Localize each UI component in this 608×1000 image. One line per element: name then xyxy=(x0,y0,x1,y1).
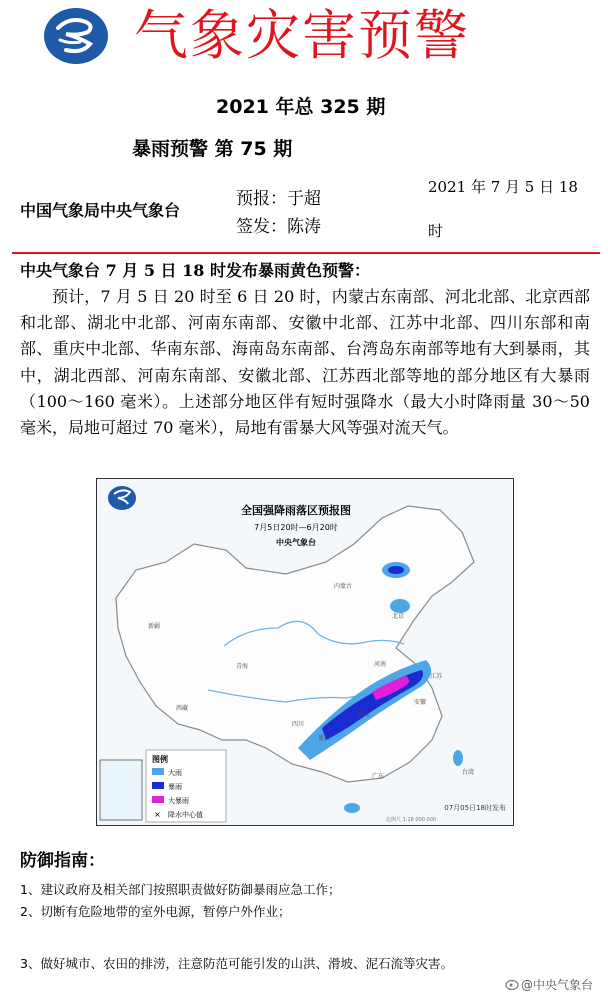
province-label: 北京 xyxy=(392,613,405,620)
rain-area-beijing xyxy=(390,599,410,613)
province-label: 内蒙古 xyxy=(334,583,353,590)
province-label: 安徽 xyxy=(414,699,427,706)
province-label: 广东 xyxy=(372,773,385,780)
rain-area-hainan xyxy=(344,803,360,813)
weibo-icon xyxy=(505,978,519,993)
weibo-watermark xyxy=(505,976,593,993)
province-label: 西藏 xyxy=(176,705,189,712)
forecaster: 预报：于超 xyxy=(236,189,321,209)
province-label: 江苏 xyxy=(430,673,443,680)
south-sea-inset xyxy=(100,760,142,820)
bulletin-body xyxy=(20,284,590,441)
issue-date-cont: 时 xyxy=(428,222,444,240)
map-title: 全国强降雨落区预报图 xyxy=(241,504,351,517)
issuing-org: 中国气象局中央气象台 xyxy=(20,201,181,220)
legend-item: 降水中心值 xyxy=(168,811,203,819)
issuer: 签发：陈涛 xyxy=(236,217,321,237)
bulletin-paragraph: 预计，7 月 5 日 20 时至 6 日 20 时，内蒙古东南部、河北北部、北京西部和北部、湖北中北部、河南东南部、安徽中北部、江苏中北部、四川东部和南部、重庆中北部、华南东部、海南岛东南部、台湾岛东南部等地有大到暴雨，其中，湖北西部、河南东南部、安徽北部、江苏西北部等地的部分地区有大暴雨（100～160 毫米）。上述部分地区伴有短时强降水（最大小时降雨量 30～50 毫米，局地可超过 70 毫米），局地有雷暴大风等强对流天气。 xyxy=(20,287,590,438)
defense-item: 3、做好城市、农田的排涝，注意防范可能引发的山洪、滑坡、泥石流等灾害。 xyxy=(20,956,453,971)
page-title: 气象灾害预警 xyxy=(134,4,470,67)
cma-logo xyxy=(40,6,112,66)
issue-total: 2021 年总 325 期 xyxy=(216,96,386,118)
map-scale: 比例尺 1:28 000 000 xyxy=(386,817,437,823)
province-label: 四川 xyxy=(292,721,305,728)
watermark-text: @中央气象台 xyxy=(521,978,594,992)
legend-item: 大雨 xyxy=(168,769,182,777)
province-label: 青海 xyxy=(236,663,249,670)
map-period: 7月5日20时—6月20时 xyxy=(254,523,338,532)
legend-item: 暴雨 xyxy=(168,783,182,791)
defense-title: 防御指南： xyxy=(20,851,105,871)
header-divider xyxy=(12,252,600,254)
map-issued: 07月05日18时发布 xyxy=(444,804,506,812)
province-label: 新疆 xyxy=(148,623,161,630)
province-label: 湖北 xyxy=(358,711,371,718)
defense-item: 1、建议政府及相关部门按照职责做好防御暴雨应急工作； xyxy=(20,882,341,897)
issue-date: 2021 年 7 月 5 日 18 xyxy=(428,178,578,196)
map-logo-icon xyxy=(108,486,136,510)
issue-rain: 暴雨预警 第 75 期 xyxy=(132,138,293,160)
defense-item: 2、切断有危险地带的室外电源，暂停户外作业； xyxy=(20,904,291,919)
province-label: 重庆 xyxy=(318,735,331,742)
rain-area-taiwan xyxy=(453,750,463,766)
legend-title: 图例 xyxy=(152,755,168,764)
svg-text:×: × xyxy=(154,810,161,819)
rain-area-north-core xyxy=(388,566,404,574)
province-label: 河南 xyxy=(374,661,387,668)
map-org: 中央气象台 xyxy=(276,538,316,547)
bulletin-lead: 中央气象台 7 月 5 日 18 时发布暴雨黄色预警： xyxy=(20,261,370,280)
map-legend xyxy=(146,750,226,822)
rainfall-forecast-map xyxy=(96,478,514,826)
province-label: 台湾 xyxy=(462,769,475,776)
legend-item: 大暴雨 xyxy=(168,797,189,805)
